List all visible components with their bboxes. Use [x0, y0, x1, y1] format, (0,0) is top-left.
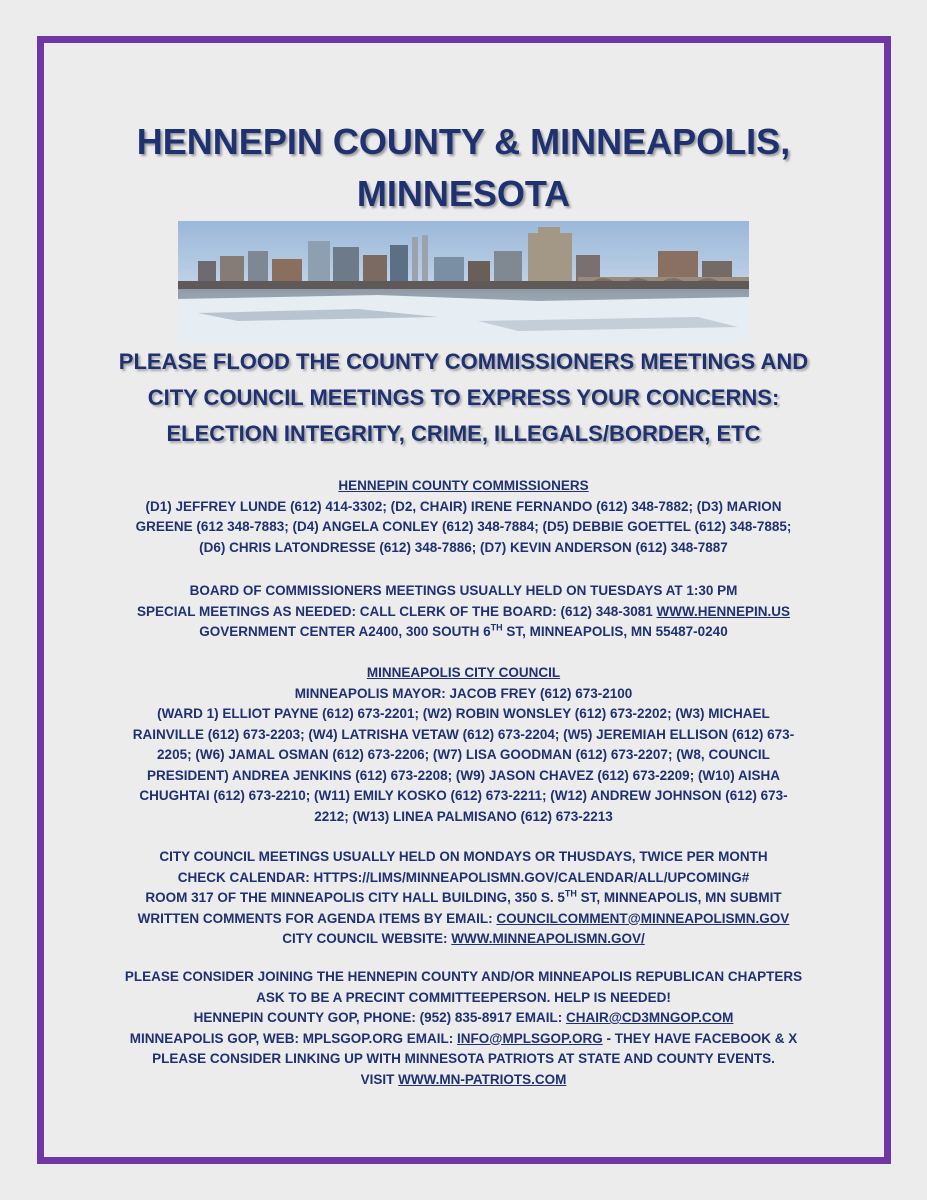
- minneapolis-skyline-photo: [178, 221, 749, 342]
- board-special-meetings: [100, 602, 827, 623]
- board-special-meetings-text: SPECIAL MEETINGS AS NEEDED: CALL CLERK OF THE BOARD: (612) 348-3081: [136, 603, 657, 619]
- address-text-pre: GOVERNMENT CENTER A2400, 300 SOUTH 6: [199, 624, 491, 639]
- patriots-call: PLEASE CONSIDER LINKING UP WITH MINNESOTA PATRIOTS AT STATE AND COUNTY EVENTS.: [152, 1051, 775, 1066]
- council-line: RAINVILLE (612) 673-2203; (W4) LATRISHA VETAW (612) 673-2204; (W5) JEREMIAH ELLISON (612) 673-: [132, 726, 795, 742]
- page-title-line-1: HENNEPIN COUNTY & MINNEAPOLIS,: [136, 121, 791, 162]
- council-calendar: CHECK CALENDAR: HTTPS://LIMS/MINNEAPOLISMN.GOV/CALENDAR/ALL/UPCOMING#: [177, 869, 750, 885]
- city-hall-text-post: ST, MINNEAPOLIS, MN SUBMIT: [576, 890, 782, 905]
- board-meetings-section: [100, 581, 827, 643]
- council-meetings-schedule: CITY COUNCIL MEETINGS USUALLY HELD ON MONDAYS OR THUSDAYS, TWICE PER MONTH: [159, 849, 768, 864]
- patriots-visit-text: VISIT: [360, 1071, 399, 1087]
- council-line: (WARD 1) ELLIOT PAYNE (612) 673-2201; (W2) ROBIN WONSLEY (612) 673-2202; (W3) MICHAEL: [157, 706, 770, 721]
- council-line: PRESIDENT) ANDREA JENKINS (612) 673-2208; (W9) JASON CHAVEZ (612) 673-2209; (W10) AISHA: [147, 767, 780, 783]
- hennepin-gop-email-link[interactable]: CHAIR@CD3MNGOP.COM: [565, 1010, 734, 1025]
- address-text-post: ST, MINNEAPOLIS, MN 55487-0240: [502, 624, 728, 639]
- mayor-contact: MINNEAPOLIS MAYOR: JACOB FREY (612) 673-2100: [294, 685, 633, 701]
- government-center-address: [100, 622, 827, 643]
- address-ordinal: TH: [490, 622, 503, 633]
- city-council-section: [100, 663, 827, 827]
- city-hall-address: [100, 888, 827, 909]
- precinct-call: ASK TO BE A PRECINT COMMITTEEPERSON. HELP IS NEEDED!: [256, 989, 671, 1005]
- commissioners-line: (D1) JEFFREY LUNDE (612) 414-3302; (D2, CHAIR) IRENE FERNANDO (612) 348-7882; (D3) MARION: [145, 498, 782, 514]
- city-hall-ordinal: TH: [564, 888, 577, 899]
- written-comments-text: WRITTEN COMMENTS FOR AGENDA ITEMS BY EMAIL:: [137, 910, 497, 926]
- council-line: 2212; (W13) LINEA PALMISANO (612) 673-2213: [314, 808, 613, 824]
- council-website-text: CITY COUNCIL WEBSITE:: [282, 931, 452, 946]
- mn-patriots-link[interactable]: WWW.MN-PATRIOTS.COM: [398, 1071, 567, 1087]
- hennepin-gop-contact: [100, 1008, 827, 1029]
- council-meetings-section: [100, 847, 827, 950]
- hennepin-gop-text: HENNEPIN COUNTY GOP, PHONE: (952) 835-8917 EMAIL:: [193, 1010, 566, 1025]
- headline-line-3: ELECTION INTEGRITY, CRIME, ILLEGALS/BORDER, ETC: [166, 421, 761, 446]
- headline-line-2: CITY COUNCIL MEETINGS TO EXPRESS YOUR CONCERNS:: [147, 385, 780, 410]
- patriots-visit: [100, 1070, 827, 1091]
- council-line: 2205; (W6) JAMAL OSMAN (612) 673-2206; (W7) LISA GOODMAN (612) 673-2207; (W8, COUNCIL: [157, 747, 770, 762]
- headline-line-1: PLEASE FLOOD THE COUNTY COMMISSIONERS MEETINGS AND: [118, 349, 809, 374]
- city-council-heading: MINNEAPOLIS CITY COUNCIL: [366, 665, 561, 680]
- council-website: [100, 929, 827, 950]
- minneapolis-gop-social: - THEY HAVE FACEBOOK & X: [602, 1030, 798, 1046]
- board-meetings-schedule: BOARD OF COMMISSIONERS MEETINGS USUALLY HELD ON TUESDAYS AT 1:30 PM: [189, 583, 738, 598]
- commissioners-section: [100, 476, 827, 558]
- city-hall-text-pre: ROOM 317 OF THE MINNEAPOLIS CITY HALL BUILDING, 350 S. 5: [145, 890, 565, 905]
- minneapolis-gop-contact: [100, 1029, 827, 1050]
- minneapolis-gop-email-link[interactable]: INFO@MPLSGOP.ORG: [457, 1030, 603, 1046]
- minneapolis-gop-text: MINNEAPOLIS GOP, WEB: MPLSGOP.ORG EMAIL:: [129, 1030, 458, 1046]
- written-comments: [100, 909, 827, 930]
- minneapolis-website-link[interactable]: WWW.MINNEAPOLISMN.GOV/: [451, 931, 645, 946]
- page-title-line-2: MINNESOTA: [356, 173, 571, 214]
- join-call: PLEASE CONSIDER JOINING THE HENNEPIN COUNTY AND/OR MINNEAPOLIS REPUBLICAN CHAPTERS: [124, 969, 803, 984]
- hennepin-website-link[interactable]: WWW.HENNEPIN.US: [656, 603, 791, 619]
- council-line: CHUGHTAI (612) 673-2210; (W11) EMILY KOSKO (612) 673-2211; (W12) ANDREW JOHNSON (612) 673-: [139, 788, 788, 803]
- commissioners-line: GREENE (612 348-7883; (D4) ANGELA CONLEY (612) 348-7884; (D5) DEBBIE GOETTEL (612) 348-7885;: [135, 519, 792, 534]
- join-section: [100, 967, 827, 1090]
- council-comment-email-link[interactable]: COUNCILCOMMENT@MINNEAPOLISMN.GOV: [496, 910, 790, 926]
- commissioners-heading: HENNEPIN COUNTY COMMISSIONERS: [338, 478, 589, 493]
- commissioners-line: (D6) CHRIS LATONDRESSE (612) 348-7886; (D7) KEVIN ANDERSON (612) 348-7887: [199, 539, 728, 555]
